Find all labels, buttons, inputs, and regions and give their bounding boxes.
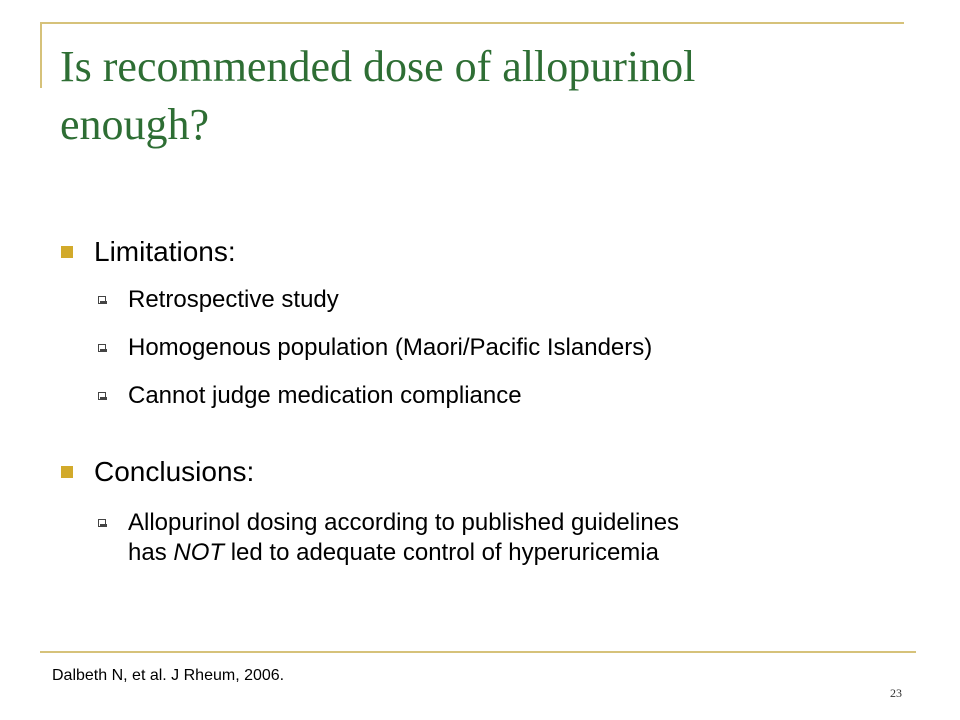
shadowed-box-bullet-icon	[98, 344, 106, 352]
frame-left-line	[40, 22, 42, 88]
page-number: 23	[890, 686, 902, 700]
citation: Dalbeth N, et al. J Rheum, 2006.	[52, 667, 285, 684]
conclusions-bullet	[61, 456, 254, 488]
limitation-item-text: Retrospective study	[128, 286, 339, 313]
slide-title-line-2: enough?	[60, 100, 210, 150]
conclusion-line-2-end: led to adequate control of hyperuricemia	[224, 539, 659, 566]
shadowed-box-bullet-icon	[98, 392, 106, 400]
conclusions-heading: Conclusions:	[94, 456, 255, 487]
conclusion-item	[98, 508, 679, 568]
conclusion-item-text	[128, 508, 679, 568]
shadowed-box-bullet-icon	[98, 519, 106, 527]
shadowed-box-bullet-icon	[98, 296, 106, 304]
conclusion-line-2-start: has	[128, 539, 174, 566]
limitations-bullet	[61, 236, 236, 268]
limitation-item-text: Homogenous population (Maori/Pacific Islanders)	[128, 334, 653, 361]
square-bullet-icon	[61, 246, 73, 258]
conclusion-line-1: Allopurinol dosing according to published guidelines	[128, 509, 680, 536]
conclusion-emphasis: NOT	[173, 539, 225, 566]
frame-top-line	[40, 22, 904, 24]
limitation-item	[98, 333, 652, 363]
slide-title-line-1: Is recommended dose of allopurinol	[60, 42, 696, 91]
frame-bottom-line	[40, 651, 916, 653]
limitation-item	[98, 381, 522, 411]
square-bullet-icon	[61, 466, 73, 478]
slide-title	[60, 38, 900, 154]
limitation-item	[98, 285, 339, 315]
limitation-item-text: Cannot judge medication compliance	[128, 382, 522, 409]
limitations-heading: Limitations:	[94, 236, 236, 267]
